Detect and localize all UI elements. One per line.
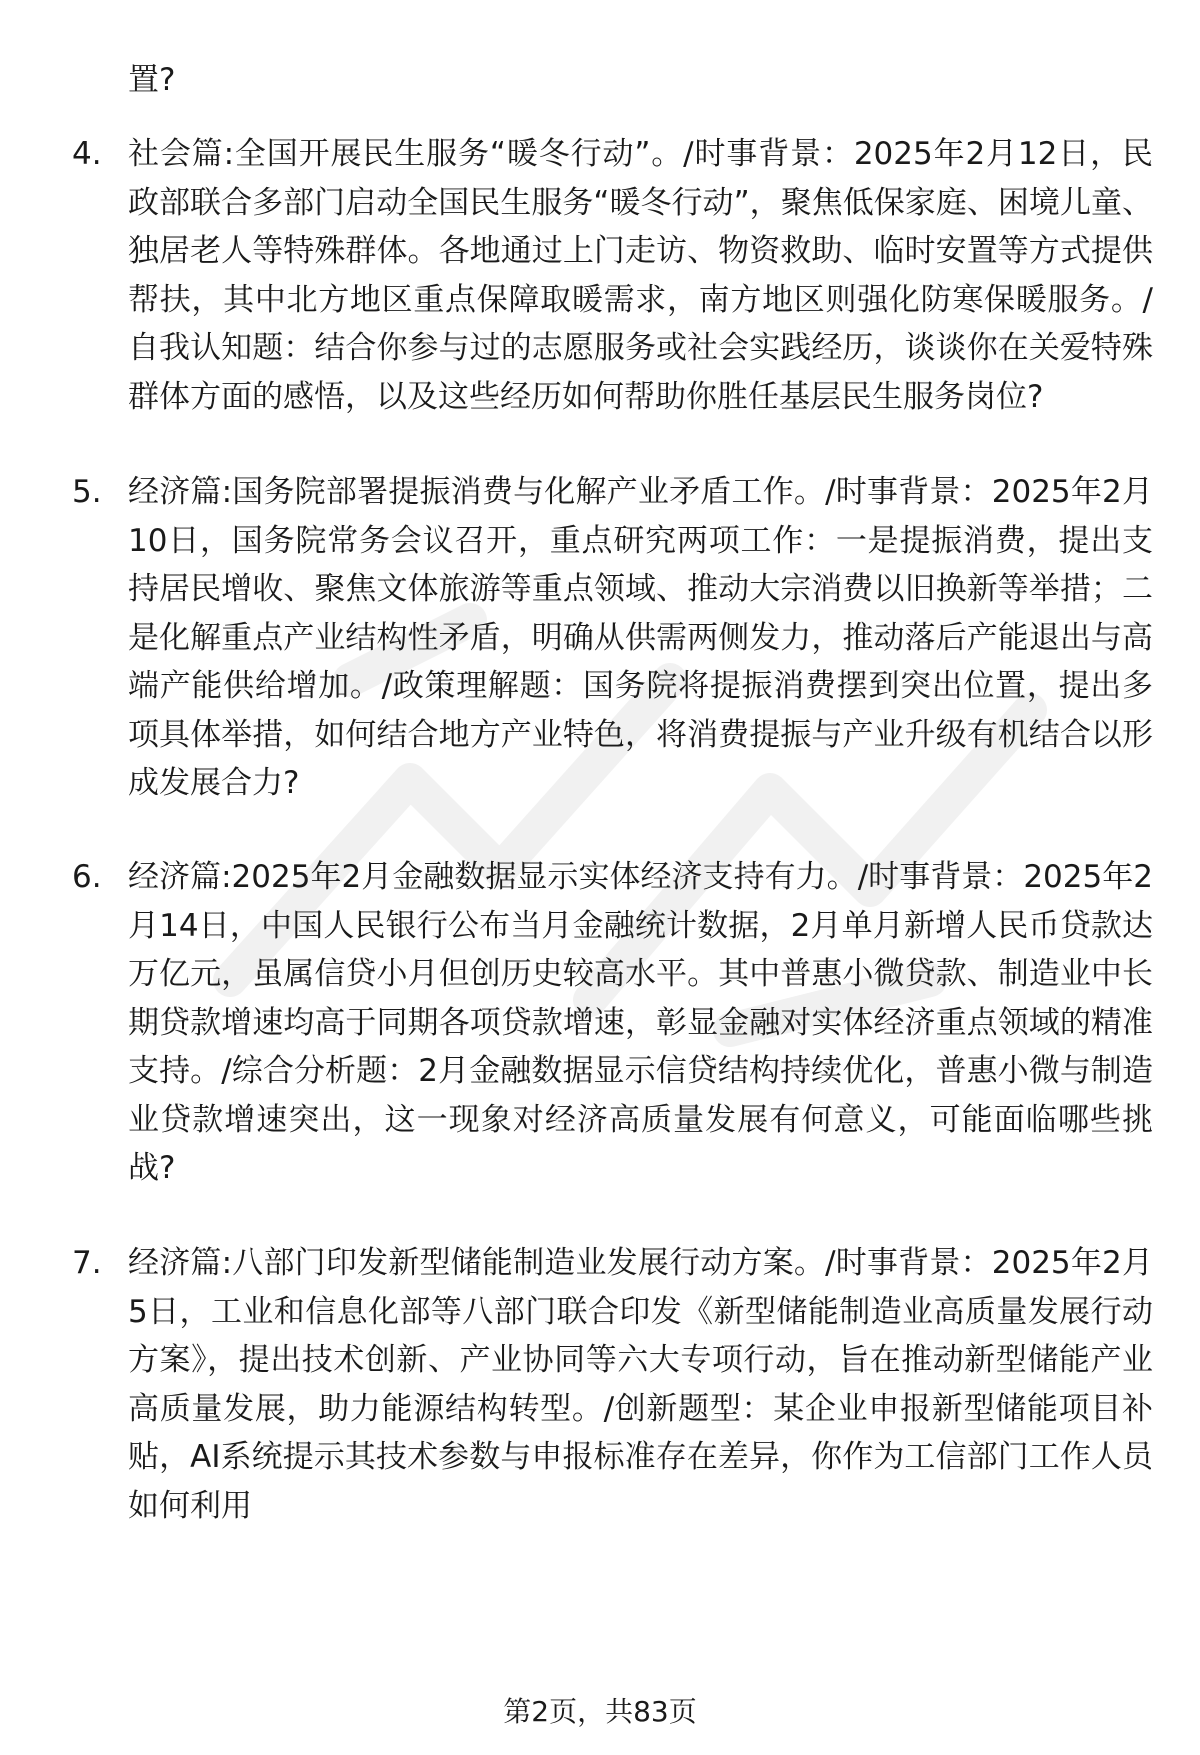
item-number: 6. (72, 859, 102, 895)
item-text: 社会篇:全国开展民生服务“暖冬行动”。/时事背景：2025年2月12日，民政部联合多部门启动全国民生服务“暖冬行动”，聚焦低保家庭、困境儿童、独居老人等特殊群体。各地通过上门走访、物资救助、临时安置等方式提供帮扶，其中北方地区重点保障取暖需求，南方地区则强化防寒保暖服务。/自我认知题：结合你参与过的志愿服务或社会实践经历，谈谈你在关爱特殊群体方面的感悟，以及这些经历如何帮助你胜任基层民生服务岗位? (128, 136, 1153, 415)
item-number: 4. (72, 136, 102, 172)
item-text: 经济篇:国务院部署提振消费与化解产业矛盾工作。/时事背景：2025年2月10日，国务院常务会议召开，重点研究两项工作：一是提振消费，提出支持居民增收、聚焦文体旅游等重点领域、推动大宗消费以旧换新等举措；二是化解重点产业结构性矛盾，明确从供需两侧发力，推动落后产能退出与高端产能供给增加。/政策理解题：国务院将提振消费摆到突出位置，提出多项具体举措，如何结合地方产业特色，将消费提振与产业升级有机结合以形成发展合力? (128, 474, 1153, 801)
item-text: 经济篇:2025年2月金融数据显示实体经济支持有力。/时事背景：2025年2月14日，中国人民银行公布当月金融统计数据，2月单月新增人民币贷款达万亿元，虽属信贷小月但创历史较高水平。其中普惠小微贷款、制造业中长期贷款增速均高于同期各项贷款增速，彰显金融对实体经济重点领域的精准支持。/综合分析题：2月金融数据显示信贷结构持续优化，普惠小微与制造业贷款增速突出，这一现象对经济高质量发展有何意义，可能面临哪些挑战? (128, 859, 1153, 1186)
continuation-text: 置? (128, 62, 176, 98)
item-text: 经济篇:八部门印发新型储能制造业发展行动方案。/时事背景：2025年2月5日，工业和信息化部等八部门联合印发《新型储能制造业高质量发展行动方案》，提出技术创新、产业协同等六大专项行动，旨在推动新型储能产业高质量发展，助力能源结构转型。/创新题型：某企业申报新型储能项目补贴，AI系统提示其技术参数与申报标准存在差异，你作为工信部门工作人员如何利用 (128, 1245, 1153, 1524)
item-number: 7. (72, 1245, 102, 1281)
page-footer: 第2页，共83页 (503, 1695, 697, 1728)
item-number: 5. (72, 474, 102, 510)
